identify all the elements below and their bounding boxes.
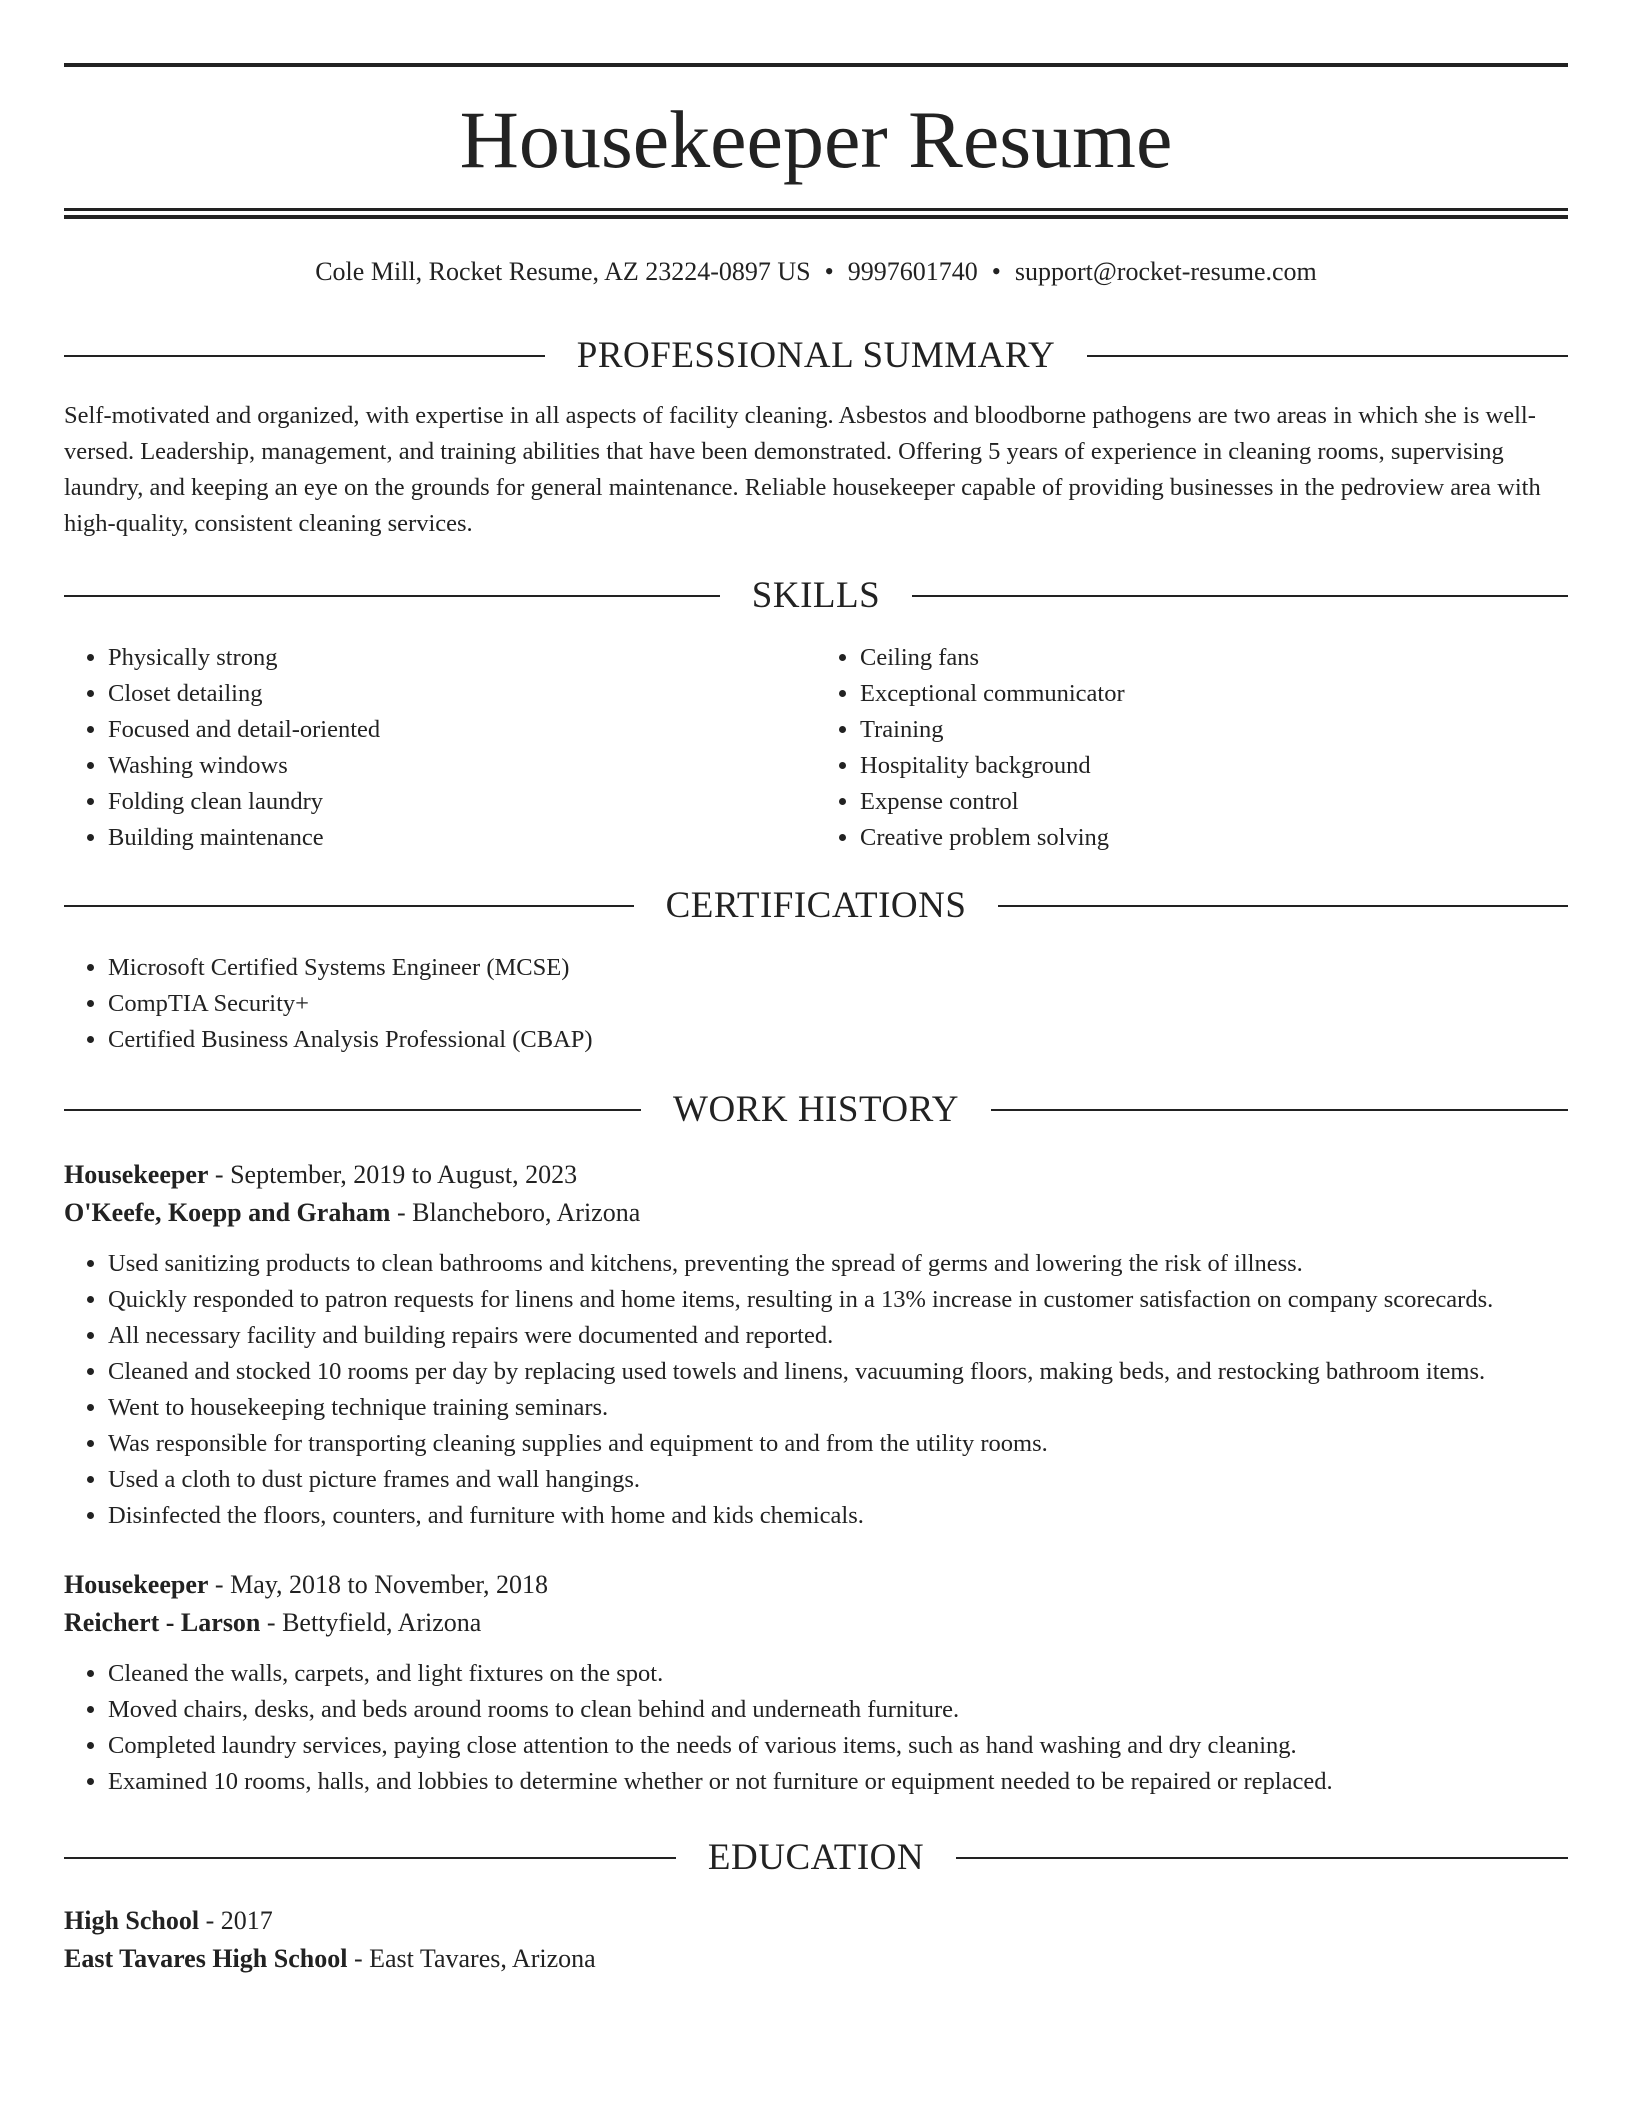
job-bullet: • Disinfected the floors, counters, and furniture with home and kids chemicals.: [108, 1498, 1568, 1534]
contact-email[interactable]: support@rocket-resume.com: [1014, 257, 1317, 286]
section-rule: [64, 1857, 676, 1859]
section-rule: [956, 1857, 1568, 1859]
section-header-summary: [64, 334, 1568, 378]
education-school: East Tavares High School: [64, 1944, 348, 1973]
contact-line: [64, 254, 1568, 290]
contact-phone: 9997601740: [847, 257, 978, 286]
skill-item: • Exceptional communicator: [860, 676, 1568, 712]
section-header-education: [64, 1836, 1568, 1880]
job-title-line: [64, 1156, 1568, 1194]
job-bullet: • Cleaned and stocked 10 rooms per day by replacing used towels and linens, vacuuming floors, making beds, and restocking bathroom items.: [108, 1354, 1568, 1390]
section-title: PROFESSIONAL SUMMARY: [576, 335, 1056, 376]
job-bullet: • Used a cloth to dust picture frames and wall hangings.: [108, 1462, 1568, 1498]
job-company-line: [64, 1604, 1568, 1642]
education-entry: [64, 1902, 1568, 1978]
job-title-line: [64, 1566, 1568, 1604]
resume-title: Housekeeper Resume: [459, 94, 1173, 185]
section-rule: [64, 905, 634, 907]
section-rule: [64, 355, 545, 357]
job-dates: - May, 2018 to November, 2018: [208, 1570, 548, 1599]
job-title: Housekeeper: [64, 1570, 209, 1599]
job-title: Housekeeper: [64, 1160, 209, 1189]
job-bullet: • Completed laundry services, paying close attention to the needs of various items, such as hand washing and dry cleaning.: [108, 1728, 1568, 1764]
certification-item: • Certified Business Analysis Professional (CBAP): [108, 1022, 1568, 1058]
contact-address: Cole Mill, Rocket Resume, AZ 23224-0897 US: [315, 257, 811, 286]
skill-item: • Training: [860, 712, 1568, 748]
certifications-list: [64, 950, 1568, 1058]
skill-item: • Creative problem solving: [860, 820, 1568, 856]
contact-separator: •: [991, 257, 1001, 286]
skills-list: [64, 640, 1568, 856]
job-dates: - September, 2019 to August, 2023: [208, 1160, 578, 1189]
skill-item: • Washing windows: [108, 748, 816, 784]
skill-item: • Building maintenance: [108, 820, 816, 856]
skill-item: • Focused and detail-oriented: [108, 712, 816, 748]
certification-item: • CompTIA Security+: [108, 986, 1568, 1022]
section-title: CERTIFICATIONS: [665, 885, 967, 926]
section-rule: [64, 595, 720, 597]
job-bullet: • Cleaned the walls, carpets, and light fixtures on the spot.: [108, 1656, 1568, 1692]
job-bullet: • Went to housekeeping technique training seminars.: [108, 1390, 1568, 1426]
section-rule: [998, 905, 1568, 907]
job-location: - Blancheboro, Arizona: [390, 1198, 641, 1227]
job-bullets: [64, 1656, 1568, 1800]
skill-item: • Expense control: [860, 784, 1568, 820]
job-company: O'Keefe, Koepp and Graham: [64, 1198, 391, 1227]
skill-item: • Folding clean laundry: [108, 784, 816, 820]
education-degree-line: [64, 1902, 1568, 1940]
skill-item: • Hospitality background: [860, 748, 1568, 784]
job-company: Reichert - Larson: [64, 1608, 261, 1637]
job-bullet: • Was responsible for transporting cleaning supplies and equipment to and from the utility rooms.: [108, 1426, 1568, 1462]
section-header-certifications: [64, 884, 1568, 928]
summary-text: Self-motivated and organized, with expertise in all aspects of facility cleaning. Asbestos and bloodborne pathogens are two areas in which she is well-versed. Leadership, management, and training abilities that have been demonstrated. Offering 5 years of experience in cleaning rooms, supervising laundry, and keeping an eye on the grounds for general maintenance. Reliable housekeeper capable of providing businesses in the pedroview area with high-quality, consistent cleaning services.: [64, 402, 1541, 537]
job-bullet: • Quickly responded to patron requests for linens and home items, resulting in a 13% increase in customer satisfaction on company scorecards.: [108, 1282, 1568, 1318]
skill-item: • Physically strong: [108, 640, 816, 676]
contact-separator: •: [824, 257, 834, 286]
job-bullet: • Examined 10 rooms, halls, and lobbies to determine whether or not furniture or equipment needed to be repaired or replaced.: [108, 1764, 1568, 1800]
job-entry: [64, 1156, 1568, 1534]
section-rule: [991, 1109, 1568, 1111]
job-bullet: • Used sanitizing products to clean bathrooms and kitchens, preventing the spread of germs and lowering the risk of illness.: [108, 1246, 1568, 1282]
job-company-line: [64, 1194, 1568, 1232]
section-rule: [1087, 355, 1568, 357]
section-title: WORK HISTORY: [673, 1089, 959, 1130]
skill-item: • Ceiling fans: [860, 640, 1568, 676]
skills-column-left: [64, 640, 816, 856]
section-header-skills: [64, 574, 1568, 618]
job-bullet: • Moved chairs, desks, and beds around rooms to clean behind and underneath furniture.: [108, 1692, 1568, 1728]
job-entry: [64, 1566, 1568, 1800]
education-degree: High School: [64, 1906, 200, 1935]
section-header-work-history: [64, 1088, 1568, 1132]
section-rule: [64, 1109, 641, 1111]
certification-item: • Microsoft Certified Systems Engineer (MCSE): [108, 950, 1568, 986]
top-rule: [64, 63, 1568, 67]
section-title: EDUCATION: [707, 1837, 925, 1878]
certifications-bullets: [64, 950, 1568, 1058]
skills-column-right: [816, 640, 1568, 856]
education-location: - East Tavares, Arizona: [347, 1944, 596, 1973]
job-location: - Bettyfield, Arizona: [260, 1608, 482, 1637]
education-school-line: [64, 1940, 1568, 1978]
job-bullet: • All necessary facility and building repairs were documented and reported.: [108, 1318, 1568, 1354]
job-bullets: [64, 1246, 1568, 1534]
section-title: SKILLS: [751, 575, 881, 616]
education-year: - 2017: [199, 1906, 273, 1935]
section-rule: [912, 595, 1568, 597]
skill-item: • Closet detailing: [108, 676, 816, 712]
title-double-rule: [64, 208, 1568, 219]
